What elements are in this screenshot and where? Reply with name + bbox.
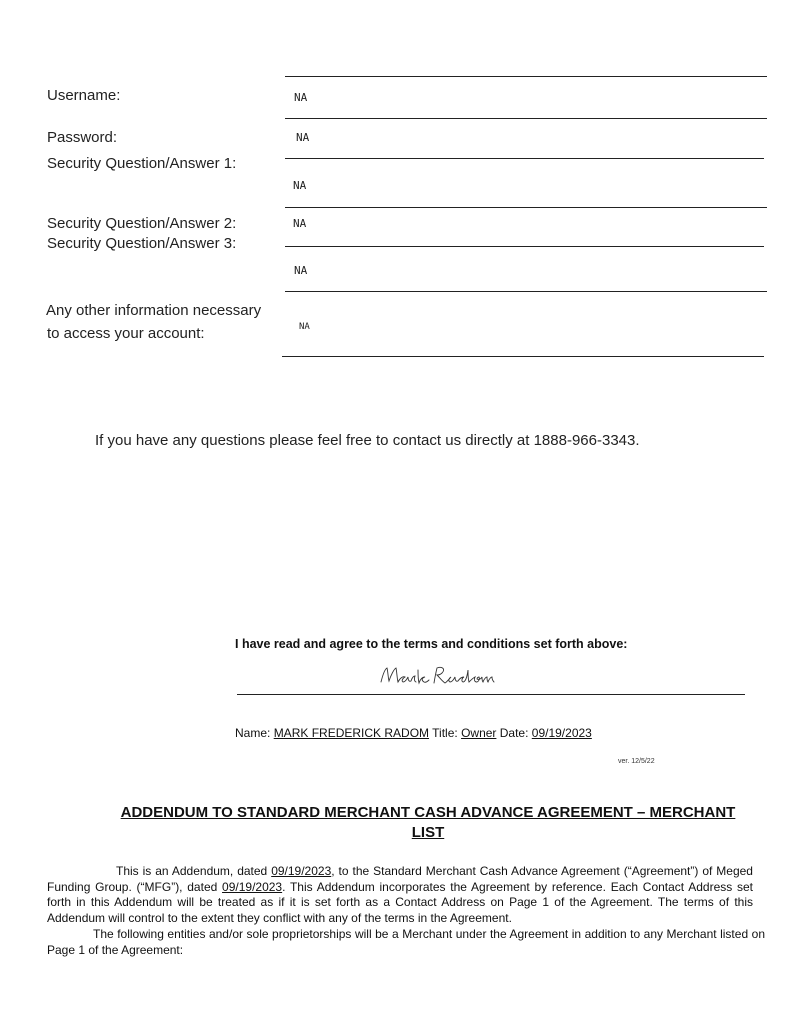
version-label: ver. 12/5/22	[618, 758, 655, 765]
other-info-label-line1: Any other information necessary	[46, 302, 262, 319]
security-question-2-rule	[285, 246, 764, 247]
username-value: NA	[294, 91, 308, 104]
addendum-p1-text-a: This is an Addendum, dated	[116, 864, 272, 878]
addendum-paragraph-1	[47, 864, 753, 926]
contact-text: If you have any questions please feel free to contact us directly at 1888-966-3343.	[95, 432, 640, 449]
other-info-value: NA	[299, 322, 310, 332]
addendum-paragraph-2: The following entities and/or sole proprietorships will be a Merchant under the Agreement in addition to any Merchant listed on Page 1 of the Agreement:	[47, 927, 765, 957]
password-rule	[285, 158, 764, 159]
security-question-3-label: Security Question/Answer 3:	[47, 235, 237, 252]
title-value: Owner	[461, 726, 497, 740]
form-rule-top	[285, 76, 767, 77]
agreement-statement: I have read and agree to the terms and conditions set forth above:	[235, 637, 628, 651]
addendum-title-line2: LIST	[411, 824, 445, 841]
password-value: NA	[296, 131, 310, 144]
security-question-3-value: NA	[294, 264, 308, 277]
security-question-1-value: NA	[293, 179, 307, 192]
name-value: MARK FREDERICK RADOM	[273, 726, 430, 740]
security-question-1-rule	[285, 207, 767, 208]
addendum-p1-date2: 09/19/2023	[222, 879, 283, 894]
other-info-rule	[282, 356, 764, 357]
addendum-p1-text-c: . This Addendum incorporates the Agreement by reference. Each Contact Address set forth in this Addendum will be treated as if it is set forth as a Contact Address on Page 1 of the Agreement. The terms of this Addendum will control to the extent they conflict with any of the terms in the Agreement.	[47, 879, 753, 925]
addendum-title	[100, 803, 756, 843]
security-question-2-label: Security Question/Answer 2:	[47, 215, 237, 232]
other-info-label-line2: to access your account:	[47, 325, 205, 342]
security-question-3-rule	[285, 291, 767, 292]
title-label: Title:	[432, 726, 458, 740]
addendum-p1-text-b: , to the Standard Merchant Cash Advance Agreement (“Agreement”) of Meged Funding Group. (“MFG”), dated	[47, 864, 753, 894]
security-question-1-label: Security Question/Answer 1:	[47, 155, 237, 172]
date-value: 09/19/2023	[531, 726, 592, 740]
username-label: Username:	[47, 87, 121, 104]
name-label: Name:	[235, 726, 271, 740]
signature	[376, 660, 496, 694]
password-label: Password:	[47, 129, 118, 146]
username-rule	[285, 118, 767, 119]
signature-line	[237, 694, 745, 695]
addendum-p1-date1: 09/19/2023	[271, 864, 332, 878]
signer-details	[235, 726, 592, 740]
security-question-2-value: NA	[293, 217, 307, 230]
date-label: Date:	[499, 726, 529, 740]
addendum-title-line1: ADDENDUM TO STANDARD MERCHANT CASH ADVANCE AGREEMENT – MERCHANT	[120, 804, 736, 821]
